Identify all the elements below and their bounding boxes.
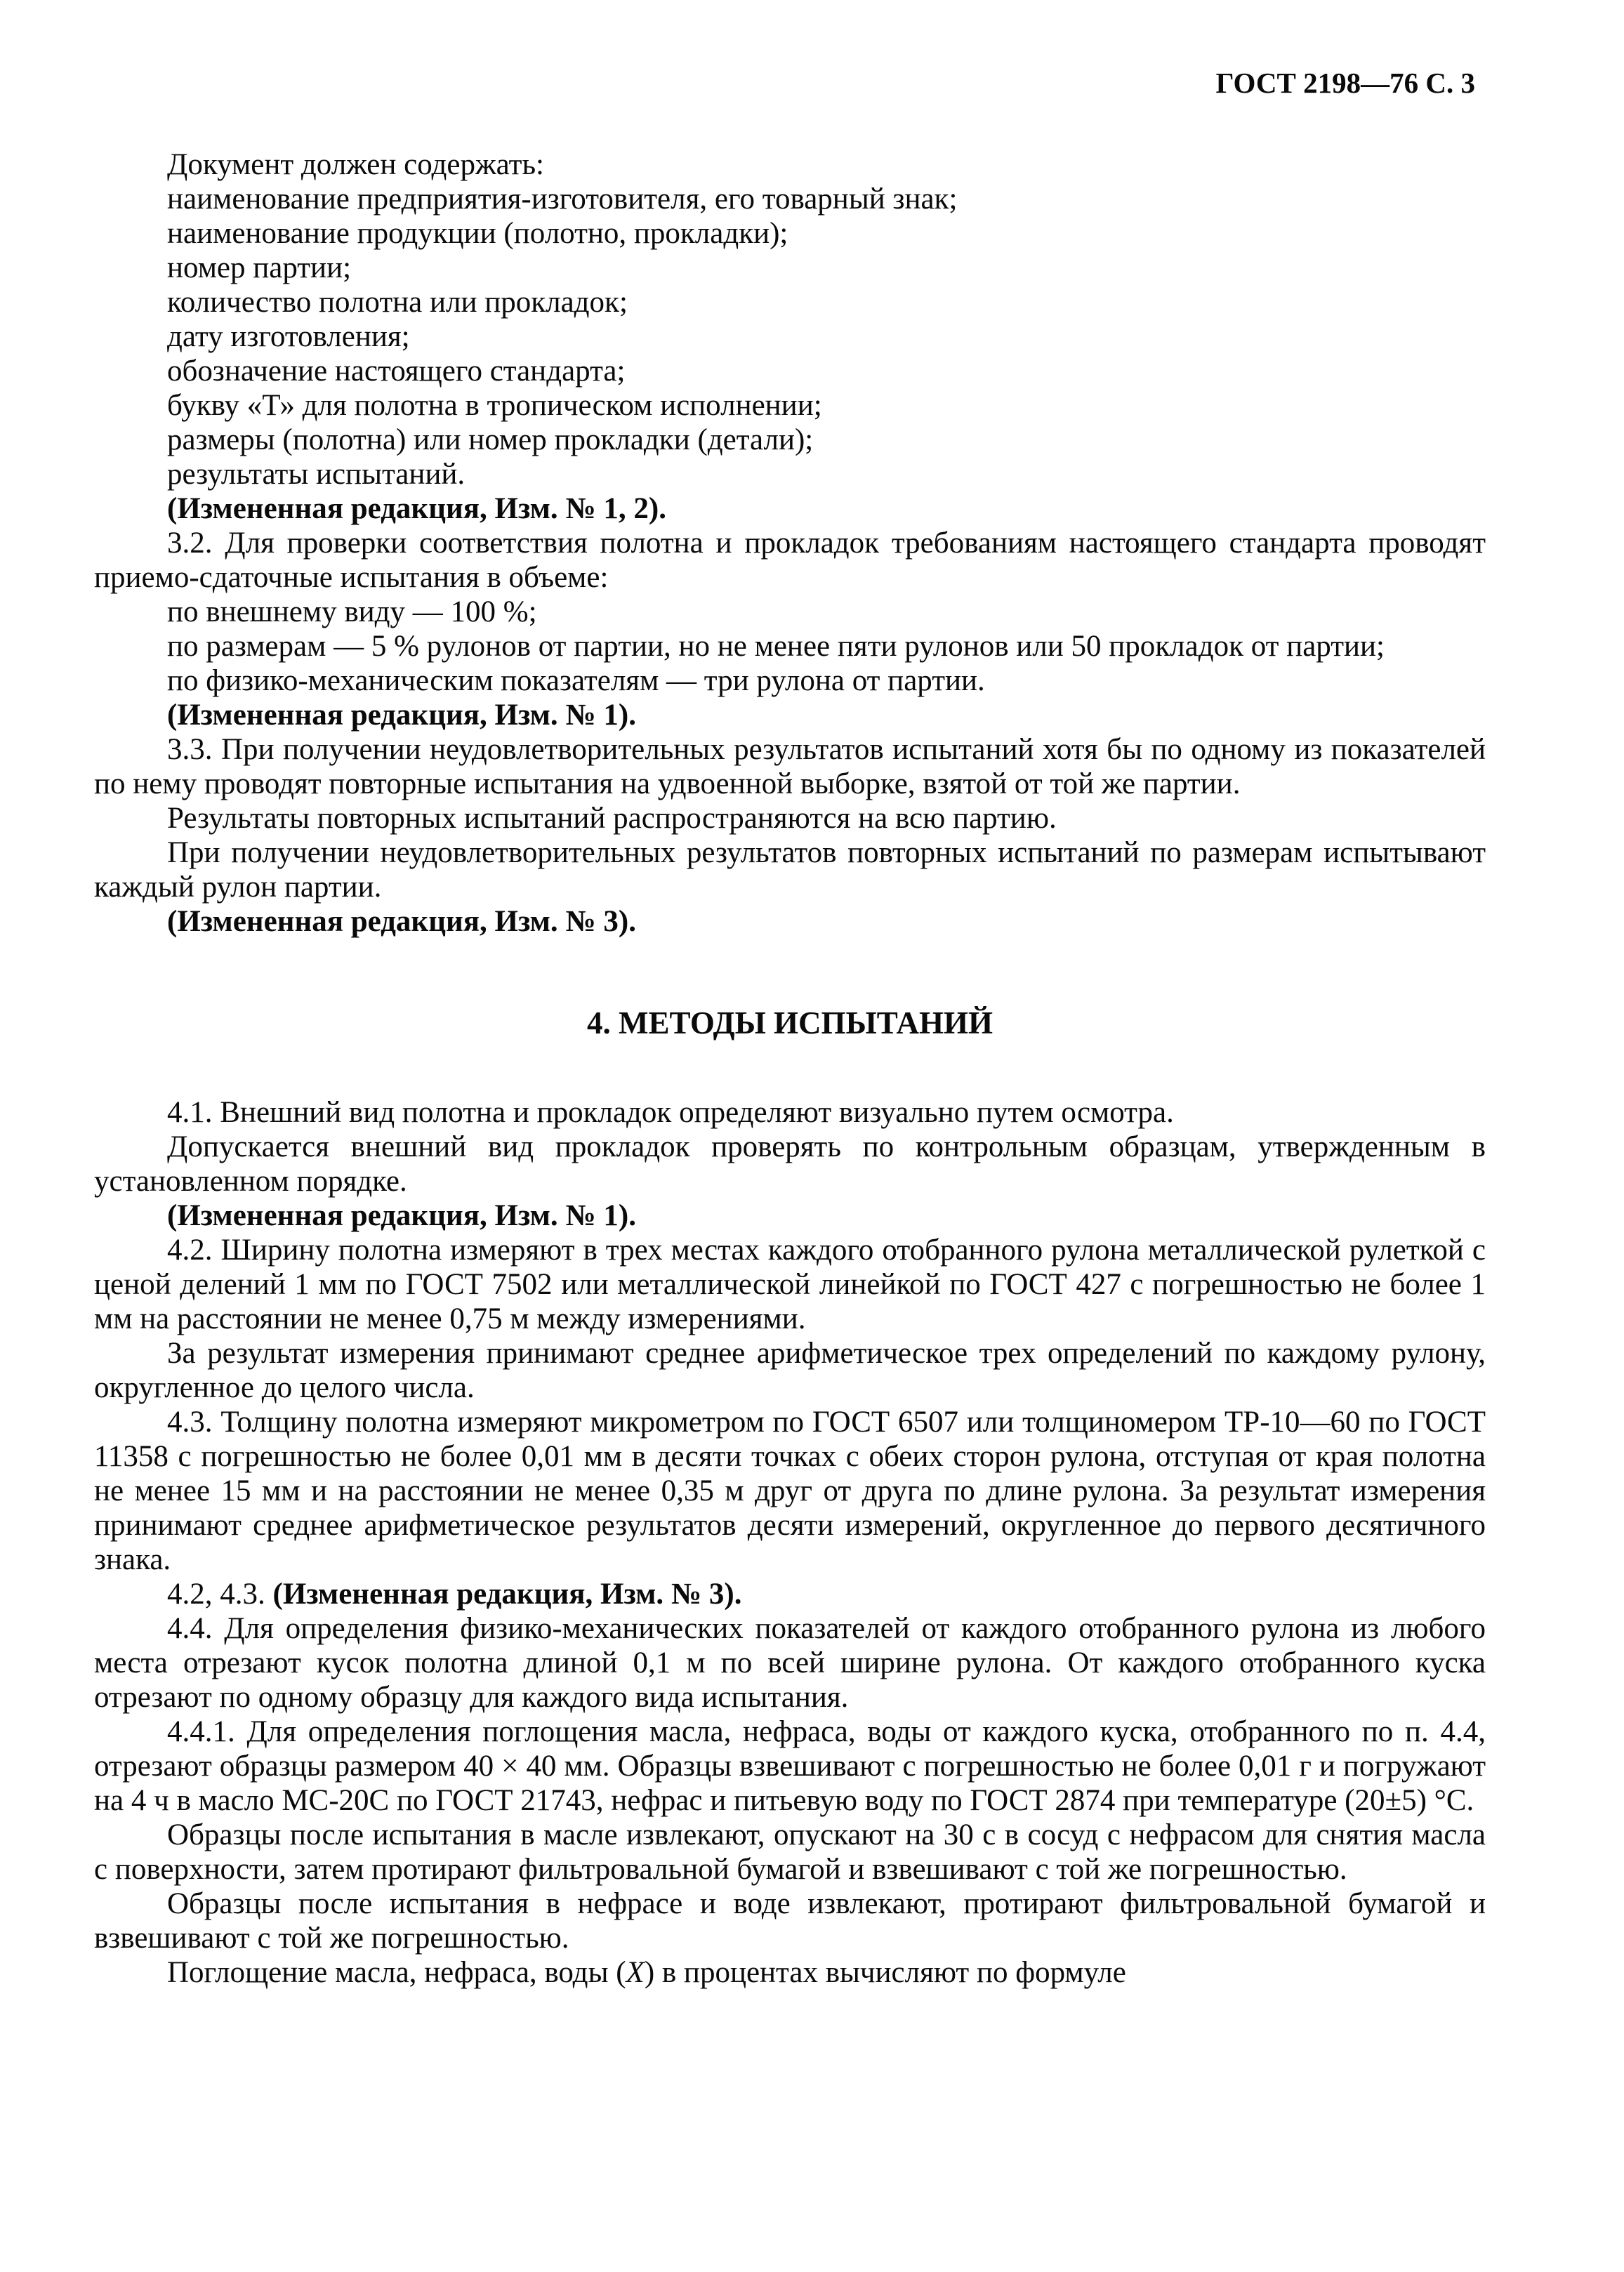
paragraph: При получении неудовлетворительных результатов повторных испытаний по размерам испытывают каждый рулон партии. xyxy=(94,836,1486,904)
spacer xyxy=(94,1041,1486,1095)
list-item: наименование продукции (полотно, прокладки); xyxy=(167,217,788,250)
text-run: Поглощение масла, нефраса, воды ( xyxy=(167,1956,626,1989)
formula-intro xyxy=(94,1955,1486,1990)
amendment-note: (Измененная редакция, Изм. № 3). xyxy=(167,905,636,938)
section-title: 4. МЕТОДЫ ИСПЫТАНИЙ xyxy=(586,1005,993,1041)
amendment-note: (Измененная редакция, Изм. № 1). xyxy=(167,1199,636,1232)
list-item: обозначение настоящего стандарта; xyxy=(167,355,626,388)
amendment-line xyxy=(94,1577,1486,1611)
clause-3-3: 3.3. При получении неудовлетворительных результатов испытаний хотя бы по одному из показателей по нему проводят повторные испытания на удвоенной выборке, взятой от той же партии. xyxy=(94,733,1486,800)
list-item: букву «Т» для полотна в тропическом исполнении; xyxy=(167,389,822,422)
spacer xyxy=(94,939,1486,1006)
variable-x: X xyxy=(626,1956,645,1989)
clause-4-4: 4.4. Для определения физико-механических показателей от каждого отобранного рулона из любого места отрезают кусок полотна длиной 0,1 м по всей ширине рулона. От каждого отобранного куска отрезают по одному образцу для каждого вида испытания. xyxy=(94,1612,1486,1714)
amendment-note: (Измененная редакция, Изм. № 1). xyxy=(167,699,636,732)
paragraph: Образцы после испытания в масле извлекают, опускают на 30 с в сосуд с нефрасом для снятия масла с поверхности, затем протирают фильтровальной бумагой и взвешивают с той же погрешностью. xyxy=(94,1818,1486,1886)
list-intro: Документ должен содержать: xyxy=(167,148,544,181)
clause-3-2: 3.2. Для проверки соответствия полотна и прокладок требованиям настоящего стандарта проводят приемо-сдаточные испытания в объеме: xyxy=(94,527,1486,594)
clause-ref: 4.2, 4.3. xyxy=(167,1578,265,1611)
list-item: дату изготовления; xyxy=(167,320,410,353)
list-item: номер партии; xyxy=(167,251,352,284)
text-run: ) в процентах вычисляют по формуле xyxy=(644,1956,1126,1989)
amendment-note: (Измененная редакция, Изм. № 3). xyxy=(272,1578,742,1611)
paragraph: Результаты повторных испытаний распространяются на всю партию. xyxy=(167,802,1057,835)
paragraph: За результат измерения принимают среднее арифметическое трех определений по каждому рулону, округленное до целого числа. xyxy=(94,1337,1486,1404)
list-item: результаты испытаний. xyxy=(167,458,466,491)
paragraph: Допускается внешний вид прокладок проверять по контрольным образцам, утвержденным в установленном порядке. xyxy=(94,1130,1486,1198)
clause-4-3: 4.3. Толщину полотна измеряют микрометром по ГОСТ 6507 или толщиномером ТР-10—60 по ГОСТ 11358 с погрешностью не более 0,01 мм в десяти точках с обеих сторон рулона, отступая от края полотна не менее 15 мм и на расстоянии не менее 0,35 м друг от друга по длине рулона. За результат измерения принимают среднее арифметическое результатов десяти измерений, округленное до первого десятичного знака. xyxy=(94,1406,1486,1576)
clause-4-1: 4.1. Внешний вид полотна и прокладок определяют визуально путем осмотра. xyxy=(167,1096,1174,1129)
paragraph: Образцы после испытания в нефрасе и воде извлекают, протирают фильтровальной бумагой и взвешивают с той же погрешностью. xyxy=(94,1887,1486,1955)
list-item: по физико-механическим показателям — три рулона от партии. xyxy=(167,664,985,697)
list-item: по внешнему виду — 100 %; xyxy=(167,595,537,628)
running-header: ГОСТ 2198—76 С. 3 xyxy=(1215,67,1475,99)
clause-4-2: 4.2. Ширину полотна измеряют в трех местах каждого отобранного рулона металлической рулеткой с ценой делений 1 мм по ГОСТ 7502 или металлической линейкой по ГОСТ 427 с погрешностью не более 1 мм на расстоянии не менее 0,75 м между измерениями. xyxy=(94,1234,1486,1335)
list-item: размеры (полотна) или номер прокладки (детали); xyxy=(167,423,814,456)
list-item: наименование предприятия-изготовителя, его товарный знак; xyxy=(167,183,958,216)
amendment-note: (Измененная редакция, Изм. № 1, 2). xyxy=(167,492,666,525)
page-body xyxy=(94,147,1486,1990)
clause-4-4-1: 4.4.1. Для определения поглощения масла, нефраса, воды от каждого куска, отобранного по п. 4.4, отрезают образцы размером 40 × 40 мм. Образцы взвешивают с погрешностью не более 0,01 г и погружают на 4 ч в масло МС-20С по ГОСТ 21743, нефрас и питьевую воду по ГОСТ 2874 при температуре (20±5) °С. xyxy=(94,1715,1486,1817)
list-item: количество полотна или прокладок; xyxy=(167,286,628,319)
list-item: по размерам — 5 % рулонов от партии, но не менее пяти рулонов или 50 прокладок от партии; xyxy=(167,630,1385,663)
